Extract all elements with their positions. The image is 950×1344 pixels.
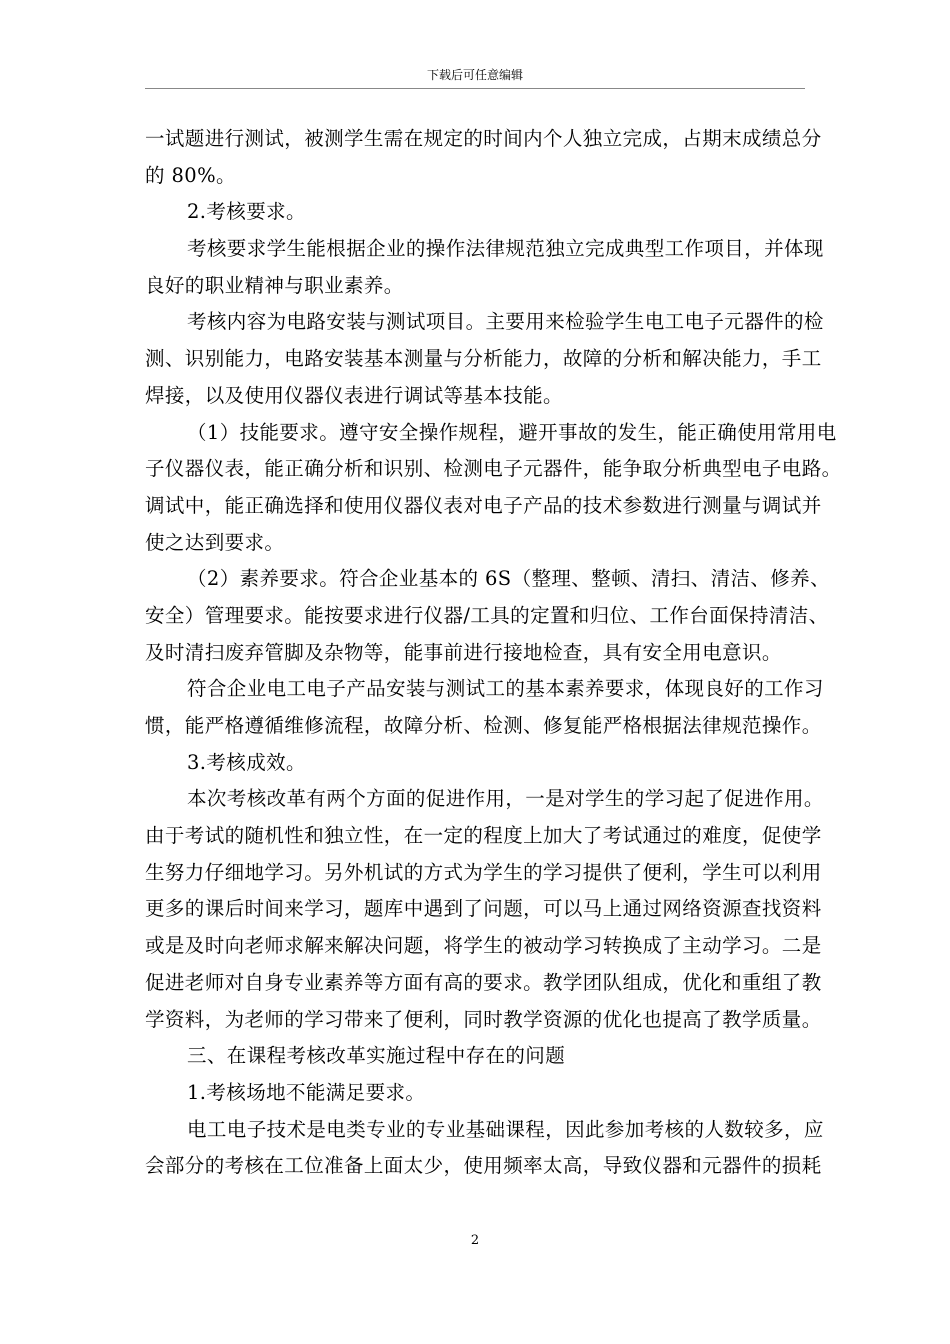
- text-line: 焊接，以及使用仪器仪表进行调试等基本技能。: [145, 383, 563, 407]
- text-line: 本次考核改革有两个方面的促进作用，一是对学生的学习起了促进作用。: [187, 787, 824, 811]
- text-line: 测、识别能力，电路安装基本测量与分析能力，故障的分析和解决能力，手工: [145, 347, 822, 371]
- text-line: （2）素养要求。符合企业基本的 6S（整理、整顿、清扫、清洁、修养、: [187, 567, 830, 591]
- text-line: 惯，能严格遵循维修流程，故障分析、检测、修复能严格根据法律规范操作。: [145, 714, 822, 737]
- text-line: 一试题进行测试，被测学生需在规定的时间内个人独立完成，占期末成绩总分: [145, 127, 822, 150]
- text-line: 的 80%。: [145, 163, 236, 187]
- section-heading: 三、在课程考核改革实施过程中存在的问题: [187, 1044, 566, 1068]
- text-line: 生努力仔细地学习。另外机试的方式为学生的学习提供了便利，学生可以利用: [145, 860, 822, 884]
- text-line: 电工电子技术是电类专业的专业基础课程，因此参加考核的人数较多，应: [187, 1117, 824, 1141]
- text-line: （1）技能要求。遵守安全操作规程，避开事故的发生，能正确使用常用电: [187, 420, 837, 444]
- text-line: 良好的职业精神与职业素养。: [145, 273, 404, 297]
- text-line: 符合企业电工电子产品安装与测试工的基本素养要求，体现良好的工作习: [187, 677, 824, 701]
- text-line: 考核要求学生能根据企业的操作法律规范独立完成典型工作项目，并体现: [187, 237, 824, 261]
- text-line: 及时清扫废弃管脚及杂物等，能事前进行接地检查，具有安全用电意识。: [145, 640, 782, 664]
- text-line: 或是及时向老师求解来解决问题，将学生的被动学习转换成了主动学习。二是: [145, 934, 822, 958]
- text-line: 考核内容为电路安装与测试项目。主要用来检验学生电工电子元器件的检: [187, 310, 824, 334]
- text-line: 会部分的考核在工位准备上面太少，使用频率太高，导致仪器和元器件的损耗: [145, 1154, 822, 1178]
- text-line: 由于考试的随机性和独立性，在一定的程度上加大了考试通过的难度，促使学: [145, 824, 822, 848]
- header-divider: [145, 88, 805, 89]
- text-line: 更多的课后时间来学习，题库中遇到了问题，可以马上通过网络资源查找资料: [145, 897, 822, 921]
- section-heading: 3.考核成效。: [187, 750, 306, 774]
- text-line: 安全）管理要求。能按要求进行仪器/工具的定置和归位、工作台面保持清洁、: [145, 603, 829, 627]
- page-number: 2: [470, 1233, 480, 1248]
- document-body: [145, 121, 842, 1185]
- text-line: 使之达到要求。: [145, 530, 285, 554]
- section-heading: 2.考核要求。: [187, 200, 306, 224]
- page-header: 下载后可任意编辑: [426, 68, 523, 82]
- section-heading: 1.考核场地不能满足要求。: [187, 1080, 426, 1104]
- text-line: 子仪器仪表，能正确分析和识别、检测电子元器件，能争取分析典型电子电路。: [145, 457, 842, 481]
- text-line: 学资料，为老师的学习带来了便利，同时教学资源的优化也提高了教学质量。: [145, 1007, 822, 1031]
- text-line: 调试中，能正确选择和使用仪器仪表对电子产品的技术参数进行测量与调试并: [145, 493, 822, 517]
- text-line: 促进老师对自身专业素养等方面有高的要求。教学团队组成，优化和重组了教: [145, 970, 822, 994]
